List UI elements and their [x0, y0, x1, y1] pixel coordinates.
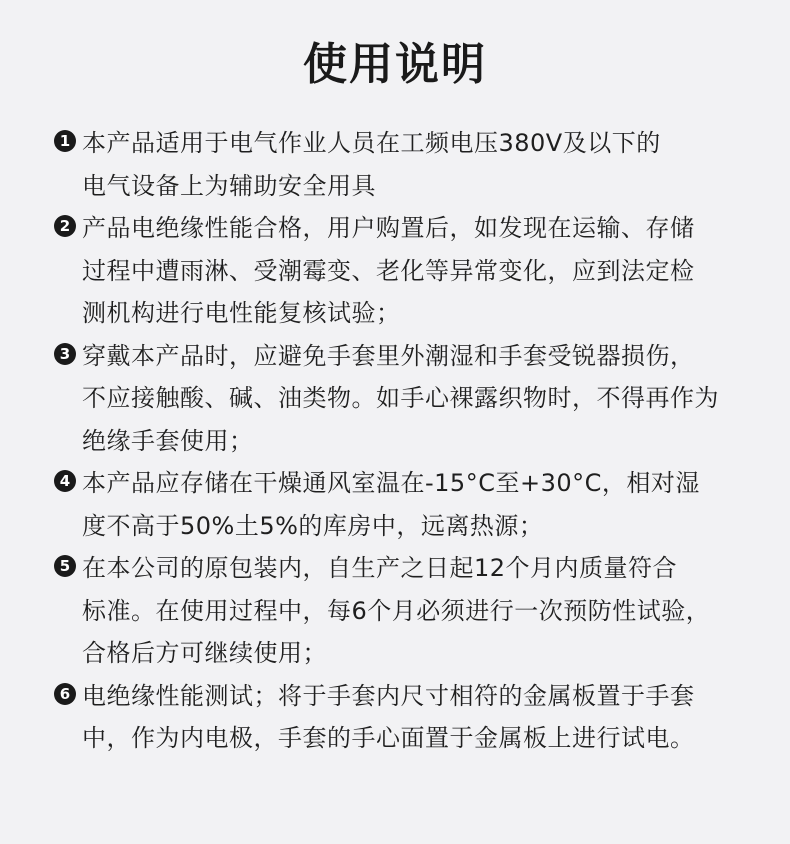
- text-line: 本产品应存储在干燥通风室温在-15°C至+30°C，相对湿: [82, 469, 700, 497]
- instruction-text: [82, 675, 754, 760]
- item-number-badge: 2: [54, 215, 76, 237]
- text-line: 电气设备上为辅助安全用具: [82, 171, 376, 200]
- text-line: 标准。在使用过程中，每6个月必须进行一次预防性试验，: [82, 596, 711, 625]
- text-line: 本产品适用于电气作业人员在工频电压380V及以下的: [82, 129, 661, 157]
- text-line: 产品电绝缘性能合格，用户购置后，如发现在运输、存储: [82, 214, 695, 242]
- text-line: 绝缘手套使用；: [82, 426, 254, 455]
- instruction-text: [82, 122, 754, 207]
- instruction-item-1: [54, 122, 754, 207]
- instruction-item-6: [54, 675, 754, 760]
- page-title: 使用说明: [303, 39, 487, 90]
- text-line: 合格后方可继续使用；: [82, 639, 327, 667]
- instruction-item-2: [54, 207, 754, 335]
- instructions-list: [54, 122, 754, 760]
- instruction-item-4: [54, 462, 754, 547]
- instruction-text: [82, 462, 754, 547]
- instruction-text: [82, 207, 754, 335]
- text-line: 测机构进行电性能复核试验；: [82, 299, 401, 327]
- item-number-badge: 6: [54, 683, 76, 705]
- item-number-badge: 4: [54, 470, 76, 492]
- item-number-badge: 1: [54, 130, 76, 152]
- text-line: 过程中遭雨淋、受潮霉变、老化等异常变化，应到法定检: [82, 256, 695, 285]
- text-line: 在本公司的原包装内，自生产之日起12个月内质量符合: [82, 554, 678, 582]
- instruction-text: [82, 547, 754, 675]
- item-number-badge: 5: [54, 555, 76, 577]
- text-line: 电绝缘性能测试；将于手套内尺寸相符的金属板置于手套: [82, 681, 695, 710]
- item-number-badge: 3: [54, 343, 76, 365]
- text-line: 不应接触酸、碱、油类物。如手心裸露织物时，不得再作为: [82, 384, 719, 412]
- text-line: 穿戴本产品时，应避免手套里外潮湿和手套受锐器损伤，: [82, 341, 695, 370]
- instruction-item-5: [54, 547, 754, 675]
- instruction-text: [82, 335, 754, 463]
- text-line: 度不高于50%土5%的库房中，远离热源；: [82, 511, 544, 540]
- instruction-item-3: [54, 335, 754, 463]
- text-line: 中，作为内电极，手套的手心面置于金属板上进行试电。: [82, 724, 695, 752]
